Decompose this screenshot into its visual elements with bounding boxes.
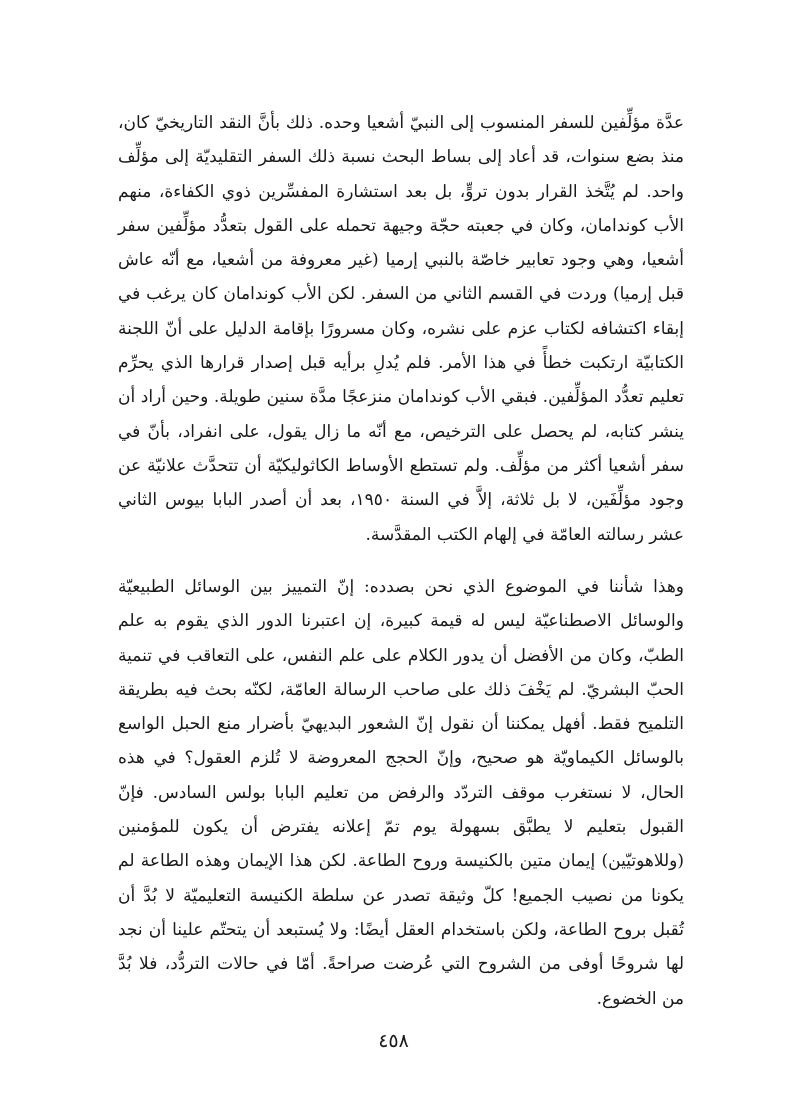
page-number: ٤٥٨ (378, 1030, 409, 1052)
paragraph-2: وهذا شأننا في الموضوع الذي نحن بصدده: إنّ التمييز بين الوسائل الطبيعيّة والوسائل الاصطناعيّة ليس له قيمة كبيرة، إن اعتبرنا الدور الذي يقوم به علم الطبّ، وكان من الأفضل أن يدور الكلام على علم النفس، على التعاقب في تنمية الحبّ البشريّ. لم يَخْفَ ذلك على صاحب الرسالة العامّة، لكنّه بحث فيه بطريقة التلميح فقط. أفهل يمكننا أن نقول إنّ الشعور البديهيّ بأضرار منع الحبل الواسع بالوسائل الكيماويّة هو صحيح، وإنّ الحجج المعروضة لا تُلزم العقول؟ في هذه الحال، لا نستغرب موقف التردّد والرفض من تعليم البابا بولس السادس. فإنّ القبول بتعليم لا يطبَّق بسهولة يوم تمّ إعلانه يفترض أن يكون للمؤمنين (وللاهوتيّين) إيمان متين بالكنيسة وروح الطاعة. لكن هذا الإيمان وهذه الطاعة لم يكونا من نصيب الجميع! كلّ وثيقة تصدر عن سلطة الكنيسة التعليميّة لا بُدَّ أن تُقبل بروح الطاعة، ولكن باستخدام العقل أيضًا: ولا يُستبعد أن يتحتّم علينا أن نجد لها شروحًا أوفى من الشروح التي عُرضت صراحةً. أمّا في حالات التردُّد، فلا بُدَّ من الخضوع. (118, 577, 684, 1009)
paragraph-1: عدَّة مؤلِّفين للسفر المنسوب إلى النبيّ أشعيا وحده. ذلك بأنَّ النقد التاريخيّ كان، منذ بضع سنوات، قد أعاد إلى بساط البحث نسبة ذلك السفر التقليديّة إلى مؤلِّف واحد. لم يُتَّخذ القرار بدون تروٍّ، بل بعد استشارة المفسِّرين ذوي الكفاءة، منهم الأب كوندامان، وكان في جعبته حجّة وجيهة تحمله على القول بتعدُّد مؤلِّفين سفر أشعيا، وهي وجود تعابير خاصّة بالنبي إرميا (غير معروفة من أشعيا، مع أنّه عاش قبل إرميا) وردت في القسم الثاني من السفر. لكن الأب كوندامان كان يرغب في إبقاء اكتشافه لكتاب عزم على نشره، وكان مسرورًا بإقامة الدليل على أنّ اللجنة الكتابيّة ارتكبت خطأً في هذا الأمر. فلم يُدلِ برأيه قبل إصدار قرارها الذي يحرِّم تعليم تعدُّد المؤلِّفين. فبقي الأب كوندامان منزعجًا مدَّة سنين طويلة. وحين أراد أن ينشر كتابه، لم يحصل على الترخيص، مع أنّه ما زال يقول، على انفراد، بأنّ في سفر أشعيا أكثر من مؤلِّف. ولم تستطع الأوساط الكاثوليكيّة أن تتحدَّث علانيّة عن وجود مؤلِّفَين، لا بل ثلاثة، إلاَّ في السنة ١٩٥٠، بعد أن أصدر البابا بيوس الثاني عشر رسالته العامّة في إلهام الكتب المقدَّسة. (118, 113, 684, 545)
